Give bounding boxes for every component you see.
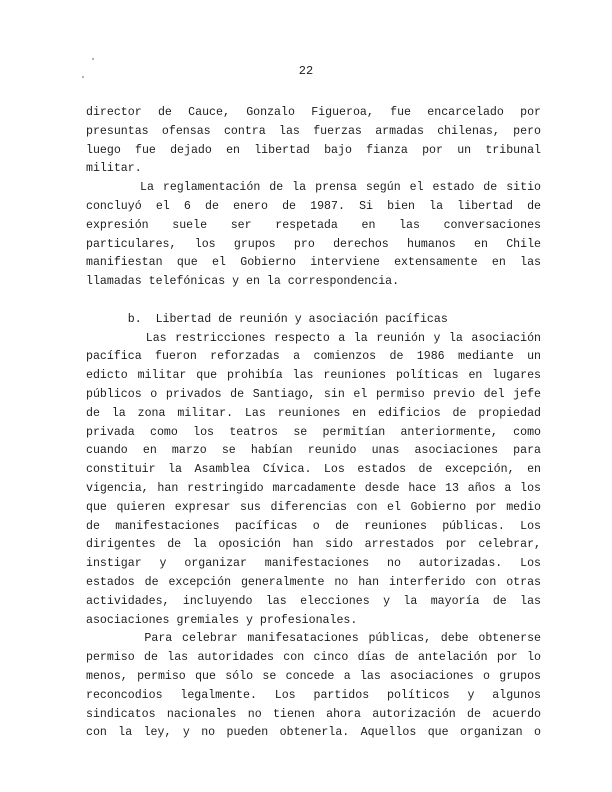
text-line: militar.: [86, 162, 142, 176]
document-body: [86, 104, 541, 743]
text-line: concluyó el 6 de enero de 1987. Si bien la libertad de: [86, 199, 541, 213]
text-line: constituir la Asamblea Cívica. Los estados de excepción, en: [86, 463, 541, 477]
text-line: presuntas ofensas contra las fuerzas armadas chilenas, pero: [86, 124, 541, 138]
text-line: públicos o privados de Santiago, sin el permiso previo del jefe: [86, 387, 541, 401]
text-line: actividades, incluyendo las elecciones y la mayoría de las: [86, 594, 541, 608]
text-line: Para celebrar manifesataciones públicas, debe obtenerse: [86, 632, 541, 646]
scan-speck: [82, 76, 84, 78]
text-line: sindicatos nacionales no tienen ahora autorización de acuerdo: [86, 707, 541, 721]
text-line: Las restricciones respecto a la reunión y la asociación: [86, 331, 541, 345]
text-line: de manifestaciones pacíficas o de reuniones públicas. Los: [86, 519, 541, 533]
text-line: permiso de las autoridades con cinco días de antelación por lo: [86, 651, 541, 665]
text-line: manifiestan que el Gobierno interviene extensamente en las: [86, 256, 541, 270]
text-line: expresión suele ser respetada en las conversaciones: [86, 218, 541, 232]
page-number: 22: [298, 64, 314, 78]
text-line: menos, permiso que sólo se concede a las asociaciones o grupos: [86, 669, 541, 683]
text-line: que quieren expresar sus diferencias con el Gobierno por medio: [86, 500, 541, 514]
text-line: luego fue dejado en libertad bajo fianza por un tribunal: [86, 143, 541, 157]
text-line: edicto militar que prohibía las reuniones políticas en lugares: [86, 369, 541, 383]
text-line: director de Cauce, Gonzalo Figueroa, fue encarcelado por: [86, 106, 541, 119]
text-line: pacífica fueron reforzadas a comienzos de 1986 mediante un: [86, 350, 541, 364]
text-line: vigencia, han restringido marcadamente desde hace 13 años a los: [86, 481, 541, 495]
text-line: con la ley, y no pueden obtenerla. Aquellos que organizan o: [86, 726, 541, 740]
scan-speck: [92, 58, 94, 60]
text-line: instigar y organizar manifestaciones no autorizadas. Los: [86, 557, 541, 571]
text-line: particulares, los grupos pro derechos humanos en Chile: [86, 237, 541, 251]
text-line: privada como los teatros se permitían anteriormente, como: [86, 425, 541, 439]
text-line: llamadas telefónicas y en la correspondencia.: [86, 275, 400, 289]
section-heading: b. Libertad de reunión y asociación pacíficas: [86, 312, 448, 326]
text-line: asociaciones gremiales y profesionales.: [86, 613, 358, 627]
text-line: La reglamentación de la prensa según el estado de sitio: [86, 181, 541, 195]
text-line: reconcodios legalmente. Los partidos políticos y algunos: [86, 688, 541, 702]
text-line: dirigentes de la oposición han sido arrestados por celebrar,: [86, 538, 541, 552]
text-line: cuando en marzo se habían reunido unas asociaciones para: [86, 444, 541, 458]
text-line: estados de excepción generalmente no han interferido con otras: [86, 575, 541, 589]
text-line: de la zona militar. Las reuniones en edificios de propiedad: [86, 406, 541, 420]
